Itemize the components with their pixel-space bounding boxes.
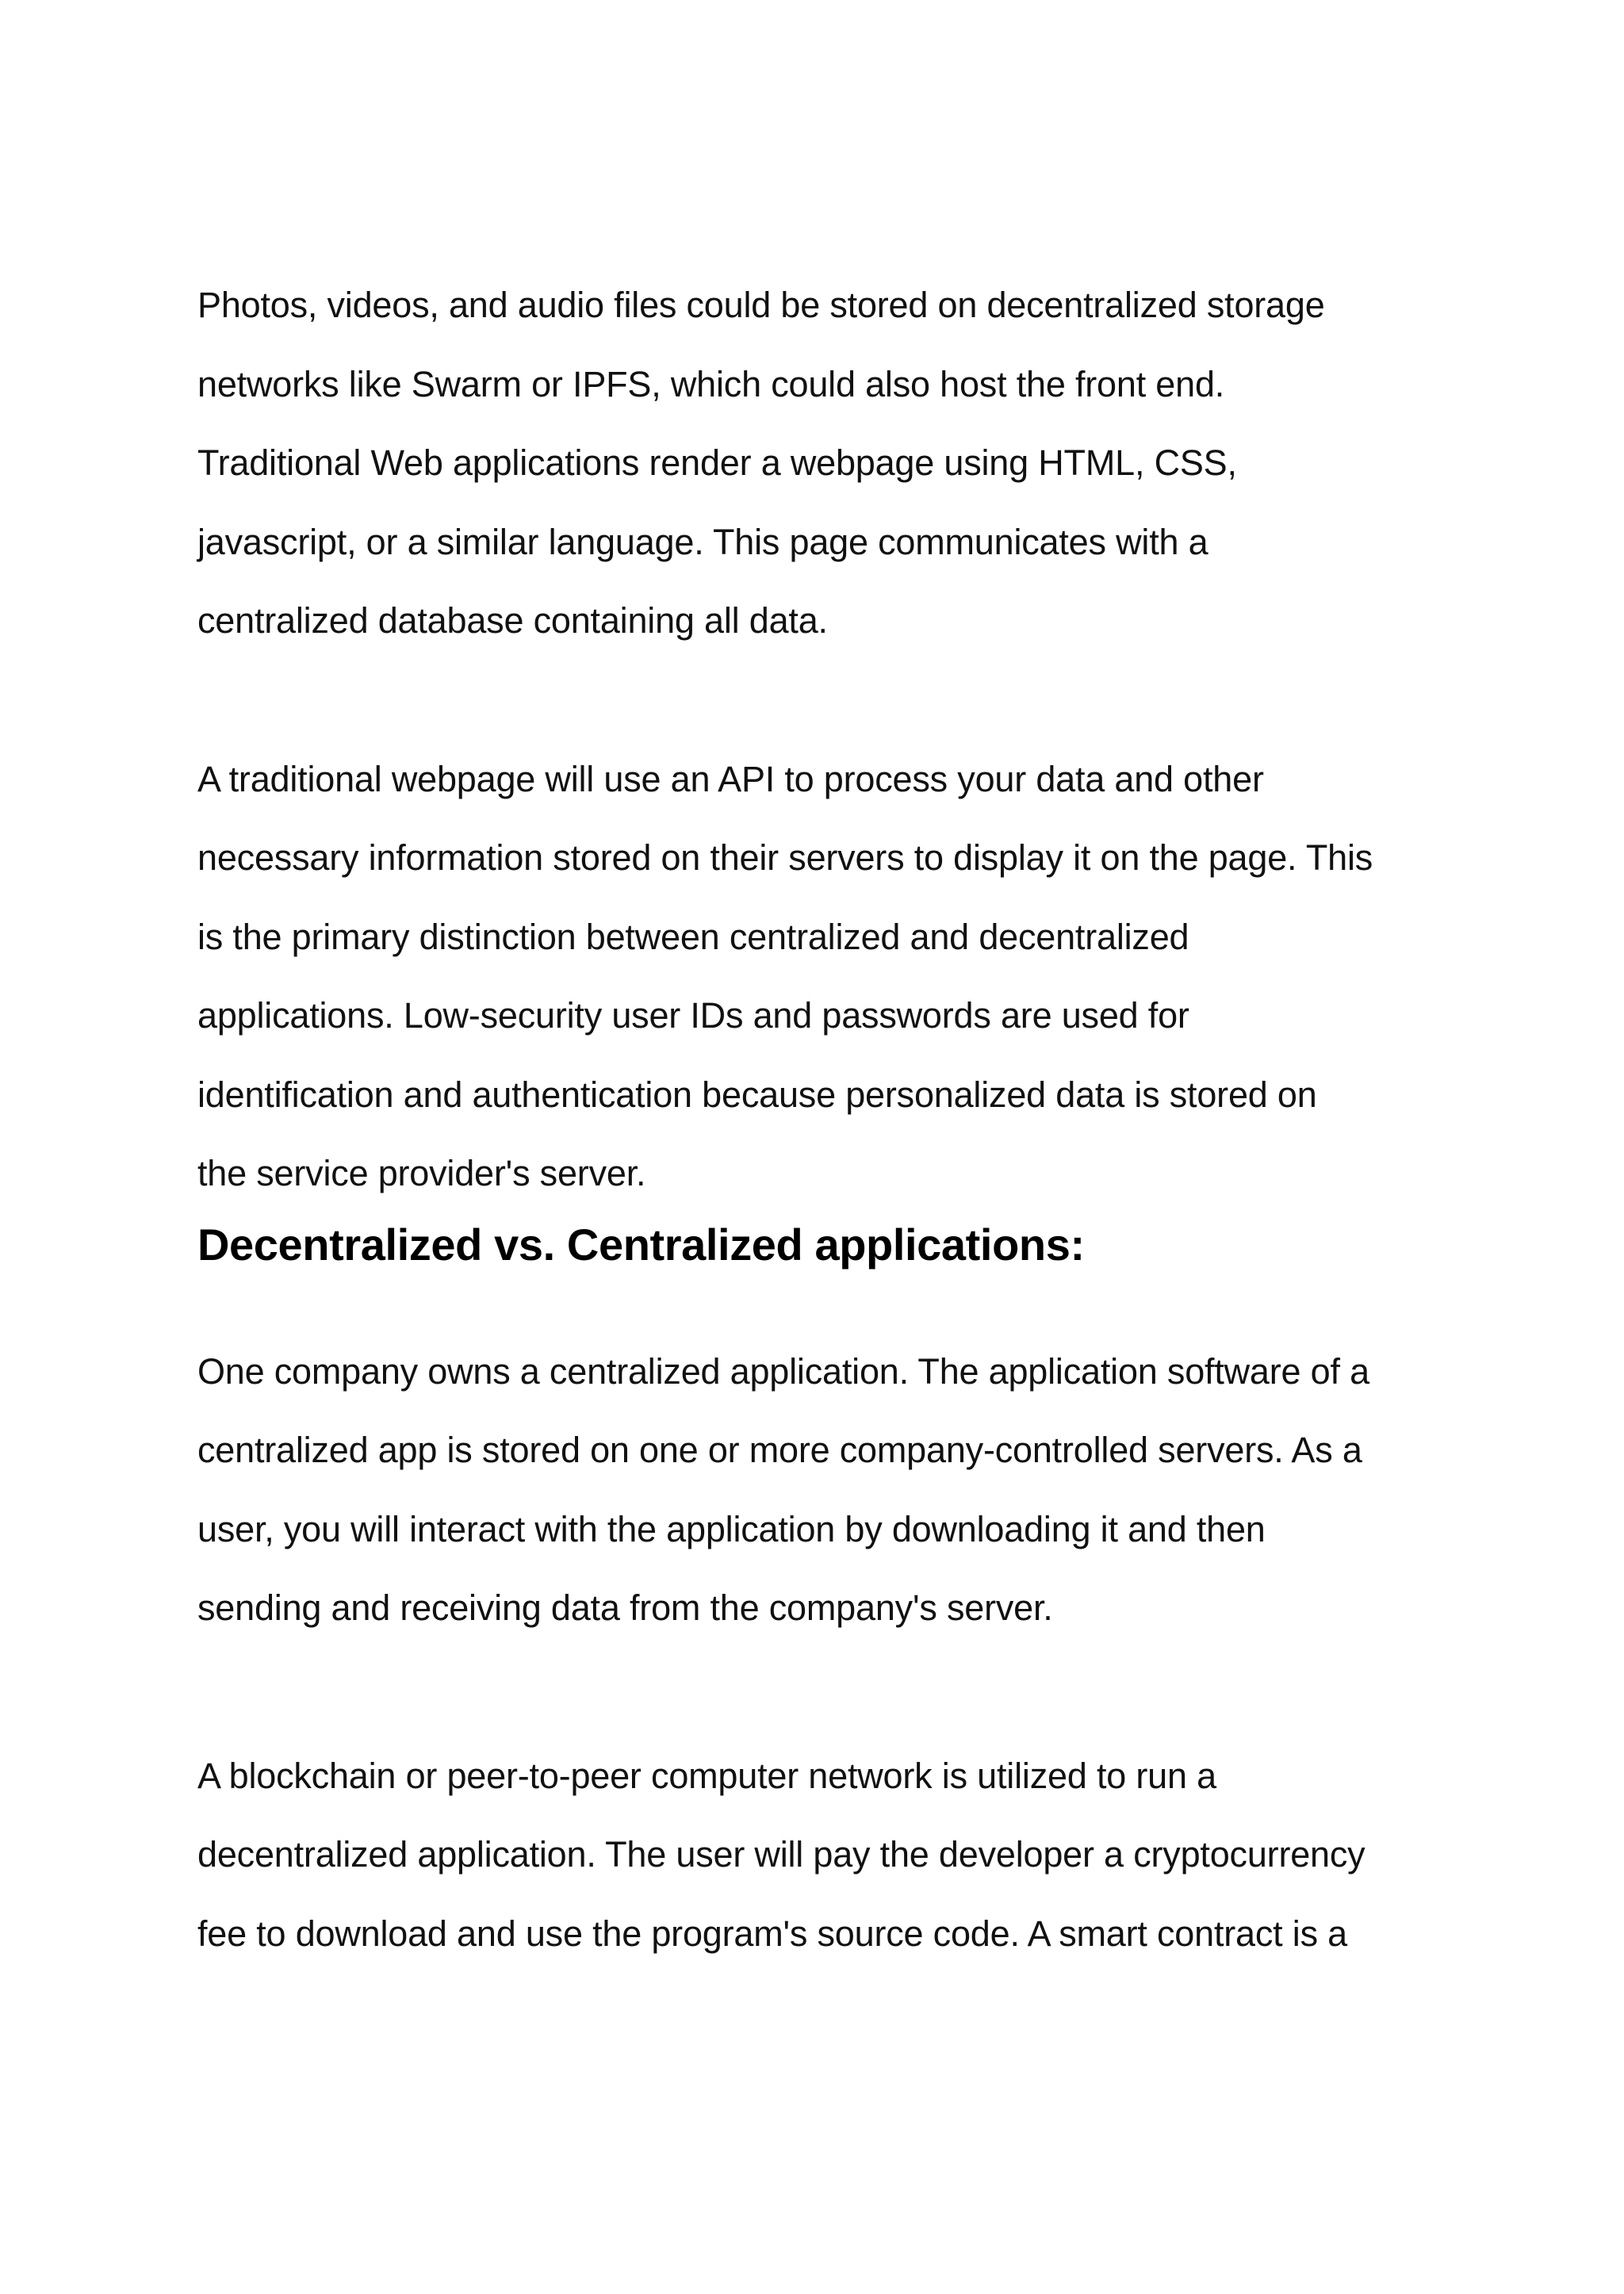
paragraph-decentralized-application: A blockchain or peer-to-peer computer network is utilized to run a decentralized application. The user will pay the developer a cryptocurrency fee to download and use the program's source code. A smart contract is a: [197, 1755, 1365, 1954]
paragraph-storage-and-traditional-web: Photos, videos, and audio files could be stored on decentralized storage networks like Swarm or IPFS, which could also host the front end. Traditional Web applications render a webpage using HTML, CSS, javascript, or a similar language. This page communicates with a centralized database containing all data.: [197, 285, 1325, 641]
paragraph-spacer: [197, 1648, 1450, 1737]
section-heading: Decentralized vs. Centralized applications:: [197, 1219, 1085, 1270]
paragraph-spacer: [197, 661, 1450, 740]
paragraph-centralized-application: One company owns a centralized application. The application software of a centralized app is stored on one or more company-controlled servers. As a user, you will interact with the application by downloading it and then sending and receiving data from the company's server.: [197, 1350, 1369, 1628]
document-body: [197, 266, 1450, 1973]
paragraph-api-distinction: A traditional webpage will use an API to process your data and other necessary information stored on their servers to display it on the page. This is the primary distinction between centralized and decentralized applications. Low-security user IDs and passwords are used for identification and authentication because personalized data is stored on the service provider's server.: [197, 758, 1373, 1193]
heading-spacer: [197, 1277, 1450, 1332]
